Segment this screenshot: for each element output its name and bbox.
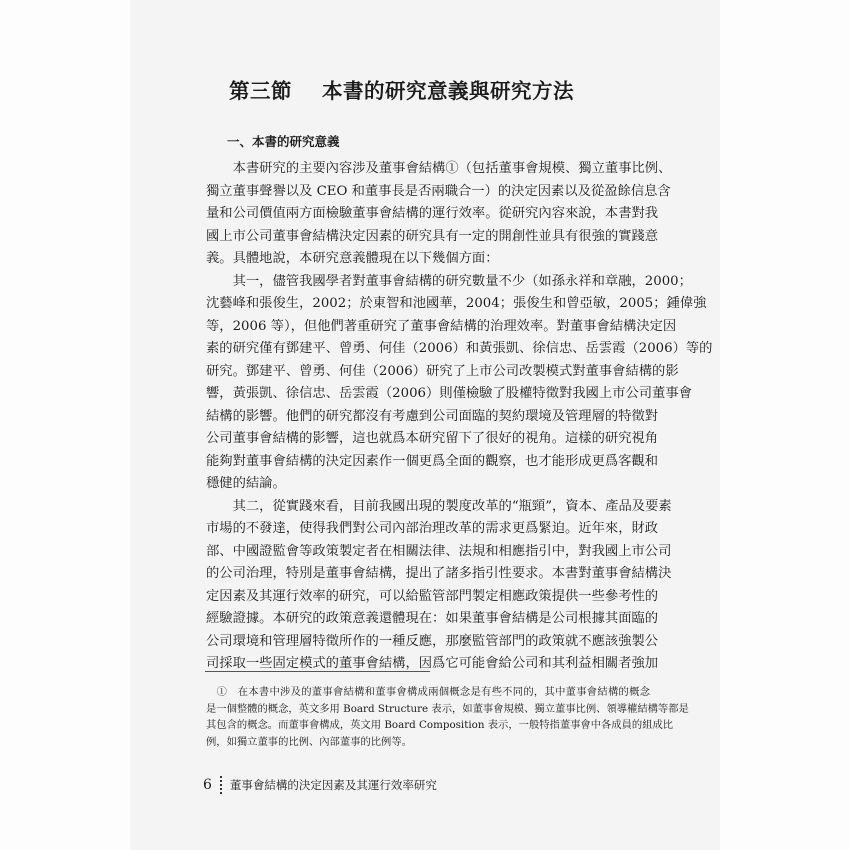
text-line: 義。具體地說，本研究意義體現在以下幾個方面： (206, 251, 499, 266)
text-line: 其一，儘管我國學者對董事會結構的研究數量不少（如孫永祥和章融，2000； (206, 273, 692, 289)
text-line: 響，黃張凱、徐信忠、岳雲霞（2006）則僅檢驗了股權特徵對我國上市公司董事會 (206, 386, 692, 401)
footnote-line: 是一個整體的概念，英文多用 Board Structure 表示，如董事會規模、獨立董事比例、領導權結構等都是 (206, 702, 689, 715)
text-line: 結構的影響。他們的研究都沒有考慮到公司面臨的契約環境及管理層的特徵對 (206, 408, 659, 424)
text-line: 經驗證據。本研究的政策意義還體現在：如果董事會結構是公司根據其面臨的 (206, 611, 659, 626)
footnote-divider (205, 671, 430, 672)
text-line: 的公司治理，特別是董事會結構，提出了諸多指引性要求。本書對董事會結構決 (206, 566, 672, 581)
section-number: 第三節 (229, 79, 292, 103)
text-line: 司採取一些固定模式的董事會結構，因爲它可能會給公司和其利益相關者強加 (206, 656, 659, 671)
text-line: 量和公司價值兩方面檢驗董事會結構的運行效率。從研究內容來說，本書對我 (206, 206, 659, 221)
footnote-line: 例，如獨立董事的比例、內部董事的比例等。 (206, 735, 412, 748)
text-line: 素的研究僅有鄧建平、曾勇、何佳（2006）和黃張凱、徐信忠、岳雲霞（2006）等的 (206, 341, 713, 356)
running-title: 董事會結構的決定因素及其運行效率研究 (229, 778, 437, 792)
page-footer (203, 776, 437, 794)
text-line: 獨立董事聲譽以及 CEO 和董事長是否兩職合一）的決定因素以及從盈餘信息含 (206, 183, 671, 199)
footnote (206, 684, 689, 750)
text-line: 研究。鄧建平、曾勇、何佳（2006）研究了上市公司改製模式對董事會結構的影 (206, 363, 679, 379)
text-line: 市場的不發達，使得我們對公司內部治理改革的需求更爲緊迫。近年來，財政 (206, 521, 659, 536)
section-title-text: 本書的研究意義與研究方法 (322, 79, 574, 103)
footer-separator (220, 776, 222, 794)
text-line: 國上市公司董事會結構決定因素的研究具有一定的開創性並具有很強的實踐意 (206, 228, 659, 244)
text-line: 穩健的結論。 (206, 476, 286, 491)
subheading: 一、本書的研究意義 (227, 134, 340, 149)
text-line: 定因素及其運行效率的研究，可以給監管部門製定相應政策提供一些參考性的 (206, 588, 659, 604)
text-line: 其二，從實踐來看，目前我國出現的製度改革的“瓶頸”，資本、產品及要素 (206, 498, 672, 514)
text-line: 沈藝峰和張俊生，2002；於東智和池國華，2004；張俊生和曾亞敏，2005；鍾偉強 (206, 296, 707, 311)
text-line: 本書研究的主要內容涉及董事會結構①（包括董事會規模、獨立董事比例、 (206, 161, 672, 176)
page-number: 6 (203, 777, 212, 793)
section-title (229, 74, 574, 104)
text-line: 部、中國證監會等政策製定者在相關法律、法規和相應指引中，對我國上市公司 (206, 543, 672, 559)
footnote-line: 其包含的概念。而董事會構成，英文用 Board Composition 表示，一般特指董事會中各成員的組成比 (206, 719, 674, 731)
text-line: 等，2006 等），但他們著重研究了董事會結構的治理效率。對董事會結構決定因 (206, 318, 677, 334)
text-line: 公司環境和管理層特徵所作的一種反應，那麼監管部門的政策就不應該強製公 (206, 633, 659, 649)
footnote-line: ① 在本書中涉及的董事會結構和董事會構成兩個概念是有些不同的，其中董事會結構的概念 (206, 686, 650, 698)
body-text (206, 158, 713, 676)
text-line: 能夠對董事會結構的決定因素作一個更爲全面的觀察，也才能形成更爲客觀和 (206, 453, 659, 469)
text-line: 公司董事會結構的影響，這也就爲本研究留下了很好的視角。這樣的研究視角 (206, 431, 659, 446)
